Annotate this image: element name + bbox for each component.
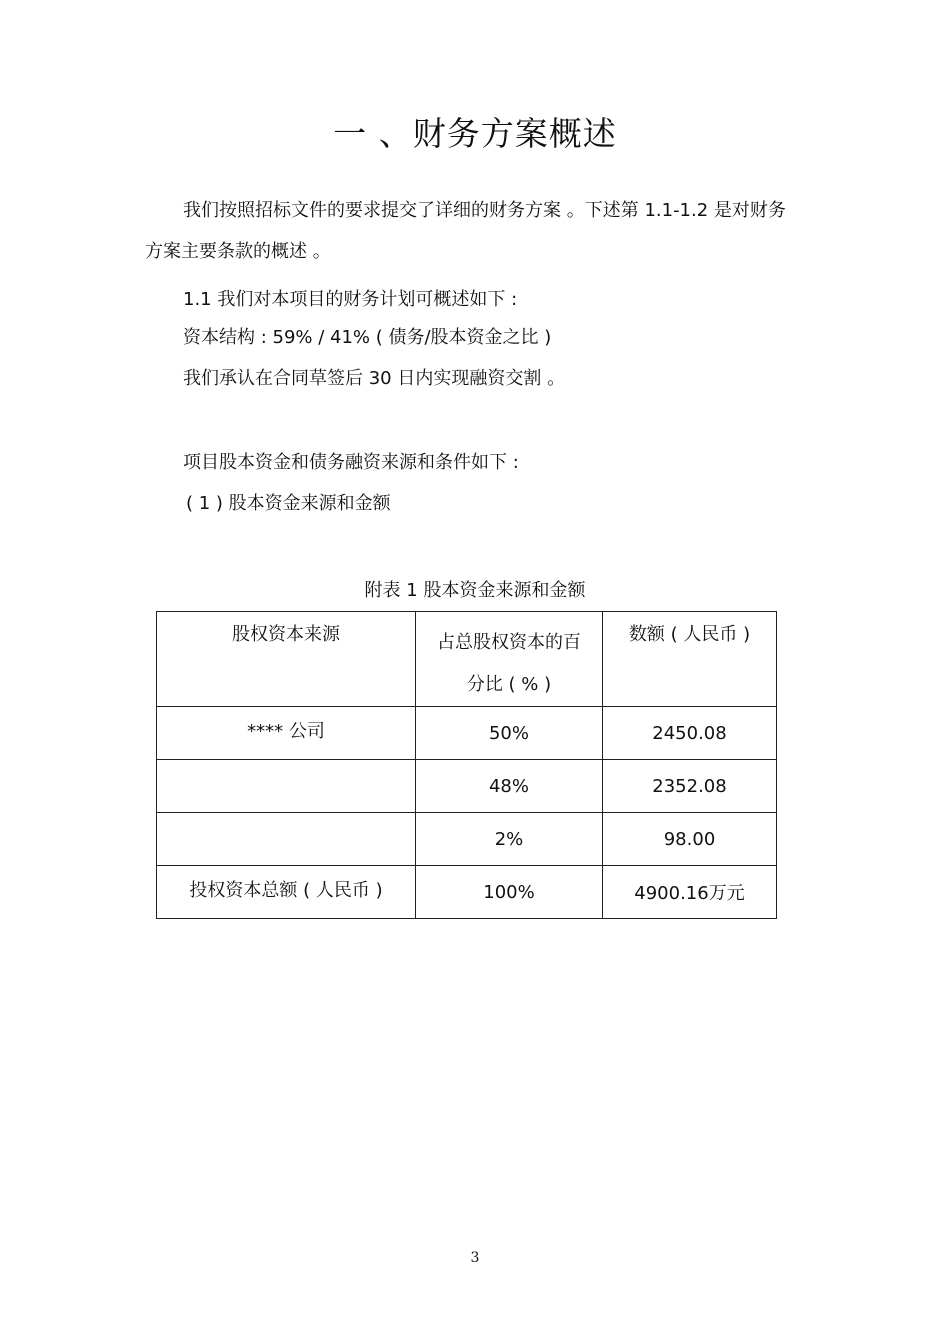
sources-intro-text: 项目股本资金和债务融资来源和条件如下 : — [183, 452, 519, 473]
cell-amount: 98.00 — [603, 813, 777, 866]
subheading-equity-sources: ( 1 ) 股本资金来源和金额 — [186, 493, 391, 514]
cell-source — [157, 813, 416, 866]
intro-line-1: 我们按照招标文件的要求提交了详细的财务方案 。下述第 1.1-1.2 是对财务 — [183, 200, 786, 221]
cell-source: **** 公司 — [157, 707, 416, 760]
header-amount: 数额 ( 人民币 ) — [603, 612, 777, 707]
cell-percent: 50% — [416, 707, 603, 760]
cell-amount: 2450.08 — [603, 707, 777, 760]
page-number: 3 — [470, 1250, 480, 1266]
capital-structure-text: 资本结构 : 59% / 41% ( 债务/股本资金之比 ) — [183, 327, 552, 348]
financing-close-text: 我们承认在合同草签后 30 日内实现融资交割 。 — [183, 368, 566, 389]
equity-sources-table — [156, 611, 777, 919]
header-percent: 占总股权资本的百分比 ( % ) — [416, 612, 603, 707]
total-amount: 4900.16万元 — [603, 866, 777, 919]
cell-percent: 2% — [416, 813, 603, 866]
table-row — [157, 813, 777, 866]
table-caption: 附表 1 股本资金来源和金额 — [364, 580, 586, 601]
cell-percent: 48% — [416, 760, 603, 813]
intro-line-2: 方案主要条款的概述 。 — [145, 241, 331, 262]
header-source: 股权资本来源 — [157, 612, 416, 707]
page-title: 一 、财务方案概述 — [333, 114, 617, 153]
table-header-row — [157, 612, 777, 707]
total-source: 投权资本总额 ( 人民币 ) — [157, 866, 416, 919]
table-total-row — [157, 866, 777, 919]
table-row — [157, 760, 777, 813]
cell-source — [157, 760, 416, 813]
table-row — [157, 707, 777, 760]
cell-amount: 2352.08 — [603, 760, 777, 813]
section-1-1-heading: 1.1 我们对本项目的财务计划可概述如下 : — [183, 289, 518, 310]
total-percent: 100% — [416, 866, 603, 919]
